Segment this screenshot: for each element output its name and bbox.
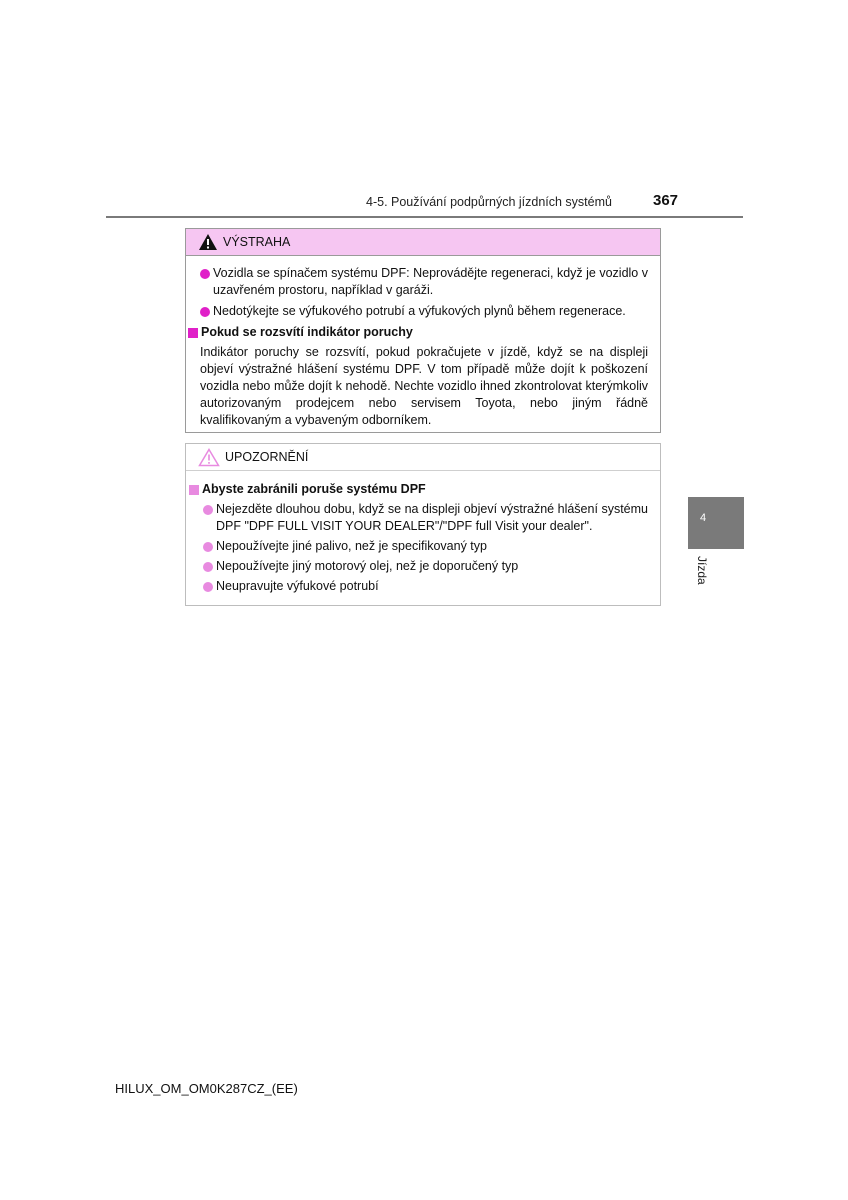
page-number: 367 (653, 192, 679, 209)
caution-box (185, 443, 661, 606)
section-marker (189, 485, 199, 495)
section-heading: Pokud se rozsvítí indikátor poruchy (188, 324, 648, 341)
bullet-dot (203, 505, 213, 515)
bullet-dot (203, 582, 213, 592)
header-divider (106, 216, 743, 218)
warning-title: VÝSTRAHA (223, 235, 291, 249)
bullet-dot (203, 562, 213, 572)
warning-triangle-icon (198, 233, 218, 251)
section-heading: Abyste zabránili poruše systému DPF (189, 481, 648, 498)
document-code: HILUX_OM_OM0K287CZ_(EE) (115, 1081, 298, 1096)
bullet-dot (203, 542, 213, 552)
list-item: Neupravujte výfukové potrubí (203, 578, 648, 595)
list-item: Nepoužívejte jiné palivo, než je specifikovaný typ (203, 538, 648, 555)
caution-title: UPOZORNĚNÍ (225, 450, 309, 464)
section-marker (188, 328, 198, 338)
warning-header (186, 229, 660, 256)
bullet-dot (200, 269, 210, 279)
caution-triangle-icon (198, 448, 220, 467)
running-header: 4-5. Používání podpůrných jízdních systémů (366, 195, 612, 209)
warning-box (185, 228, 661, 433)
bullet-dot (200, 307, 210, 317)
caution-header (186, 444, 660, 471)
chapter-number: 4 (699, 512, 707, 524)
list-item: Nepoužívejte jiný motorový olej, než je doporučený typ (203, 558, 648, 575)
chapter-label: Jízda (695, 556, 709, 585)
chapter-tab (688, 497, 744, 549)
list-item: Nedotýkejte se výfukového potrubí a výfukových plynů během regenerace. (200, 303, 648, 320)
list-item: Vozidla se spínačem systému DPF: Neprovádějte regeneraci, když je vozidlo v uzavřeném prostoru, například v garáži. (200, 265, 648, 299)
list-item: Nejezděte dlouhou dobu, když se na displeji objeví výstražné hlášení systému DPF "DPF FULL VISIT YOUR DEALER"/"DPF full Visit your dealer". (203, 501, 648, 535)
section-text: Indikátor poruchy se rozsvítí, pokud pokračujete v jízdě, když se na displeji objeví výstražné hlášení systému DPF. V tom případě může dojít k poškození vozidla nebo může dojít k nehodě. Nechte vozidlo ihned zkontrolovat kterýmkoliv autorizovaným prodejcem nebo servisem Toyota, nebo jiným řádně kvalifikovaným a vybaveným odborníkem. (200, 345, 648, 427)
